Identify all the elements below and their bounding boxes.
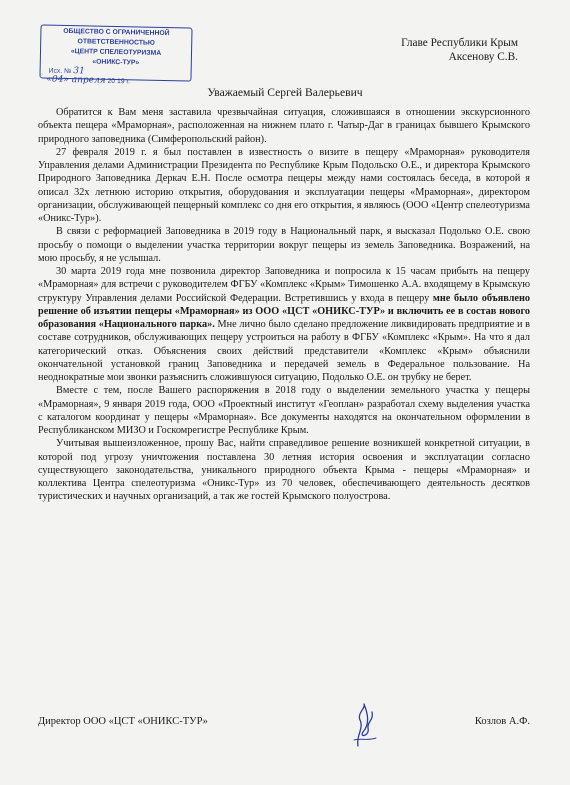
signer-position: Директор ООО «ЦСТ «ОНИКС-ТУР»	[38, 716, 208, 727]
addressee-title: Главе Республики Крым	[401, 37, 518, 49]
paragraph-6: Учитывая вышеизложенное, прошу Вас, найти справедливое решение возникшей конкретной ситуации, в которой под угрозу уничтожения поставлена 30 летняя история освоения и эксплуатации согласно существующего законодательства, уникального природного объекта Крыма - пещеры «Мраморная» и коллектива Центра спелеотуризма «Оникс-Тур» из 70 человек, обеспечивающего деятельность десятков туристических и научных организаций, а так же гостей Крымского полуострова.	[38, 438, 530, 503]
paragraph-4-start: 30 марта 2019 года мне позвонила директор Заповедника и попросила к 15 часам прибыть на пещеру «Мраморная» для встречи с руководителем ФГБУ «Комплекс «Крым» Тимошенко А.А. входящему в Крымскую структуру Управления делами Российской Федерации. Встретившись у входа в пещеру	[38, 266, 530, 304]
greeting: Уважаемый Сергей Валерьевич	[207, 86, 363, 99]
addressee-name: Аксенову С.В.	[448, 51, 518, 63]
paragraph-1: Обратится к Вам меня заставила чрезвычайная ситуация, сложившаяся в отношении экскурсионного объекта пещера «Мраморная», расположенная на нижнем плато г. Чатыр-Даг в границах бывшего Крымского природного заповедника (Симферопольский район).	[38, 107, 530, 145]
stamp-line-1: ОБЩЕСТВО С ОГРАНИЧЕННОЙ	[63, 27, 170, 38]
paragraph-2: 27 февраля 2019 г. я был поставлен в известность о визите в пещеру «Мраморная» руководителя Управления делами Администрации Президента по Республике Крым Подольско О.Е., и директора Крымского Природного Заповедника Деркач Е.Н. После осмотра пещеры между нами состоялась беседа, в которой я описал 32х летнюю историю открытия, оборудования и эксплуатации пещеры «Мраморная», директором организации, обслуживающей пещерный комплекс со дня его открытия, я являюсь (ООО «Центр спелеотуризма «Оникс-Тур»).	[38, 146, 530, 224]
stamp-reg-label: Исх. №	[48, 67, 72, 76]
stamp-line-3: «ЦЕНТР СПЕЛЕОТУРИЗМА	[70, 48, 162, 57]
addressee-block	[401, 36, 518, 64]
paragraph-5: Вместе с тем, после Вашего распоряжения в 2018 году о выделении земельного участка у пещеры «Мраморная», 9 января 2019 года, ООО «Проектный институт «Геоплан» разработал схему выделения участка с каталогом координат у пещеры «Мраморная». Все документы находятся на окончательном оформлении в Республиканском МИЗО и Госкомрегистре Республике Крым.	[38, 385, 530, 436]
stamp-reg-number: 31	[73, 66, 85, 77]
paragraph-3: В связи с реформацией Заповедника в 2019 году в Национальный парк, я высказал Подолько О.Е. свою просьбу о помощи о выделении участка территории вокруг пещеры из земель Заповедника. Возражений, на мою просьбу, я не услышал.	[38, 226, 530, 264]
paragraph-4-end: Мне лично было сделано предложение ликвидировать предприятие и в составе сотрудников, обслуживающих пещеру устроиться на работу в ФГБУ «Комплекс «Крым». На что я дал категорический отказ. Объяснения своих действий представители «Комплекс «Крым» объяснили окончательной установкой границ Заповедника и передачей земель в Федеральное пользование. На неоднократные мои звонки разъяснить сложившуюся ситуацию, Подолько О.Е. он трубку не берет.	[38, 319, 531, 383]
stamp-year: 20 19 г.	[107, 77, 131, 86]
paragraph-4-bold: мне было объявлено решение об изъятии пещеры «Мраморная» из ООО «ЦСТ «ОНИКС-ТУР» и включить ее в состав нового образования «Национального парка».	[38, 292, 531, 330]
letter-body	[38, 106, 530, 504]
stamp-line-2: ОТВЕТСТВЕННОСТЬЮ	[77, 38, 155, 47]
paragraph-4	[38, 265, 530, 384]
company-stamp	[39, 24, 192, 86]
signer-name: Козлов А.Ф.	[474, 716, 530, 727]
handwritten-signature	[350, 700, 380, 750]
stamp-line-4: «ОНИКС-ТУР»	[92, 58, 140, 67]
stamp-date: «04» апреля	[46, 74, 106, 86]
